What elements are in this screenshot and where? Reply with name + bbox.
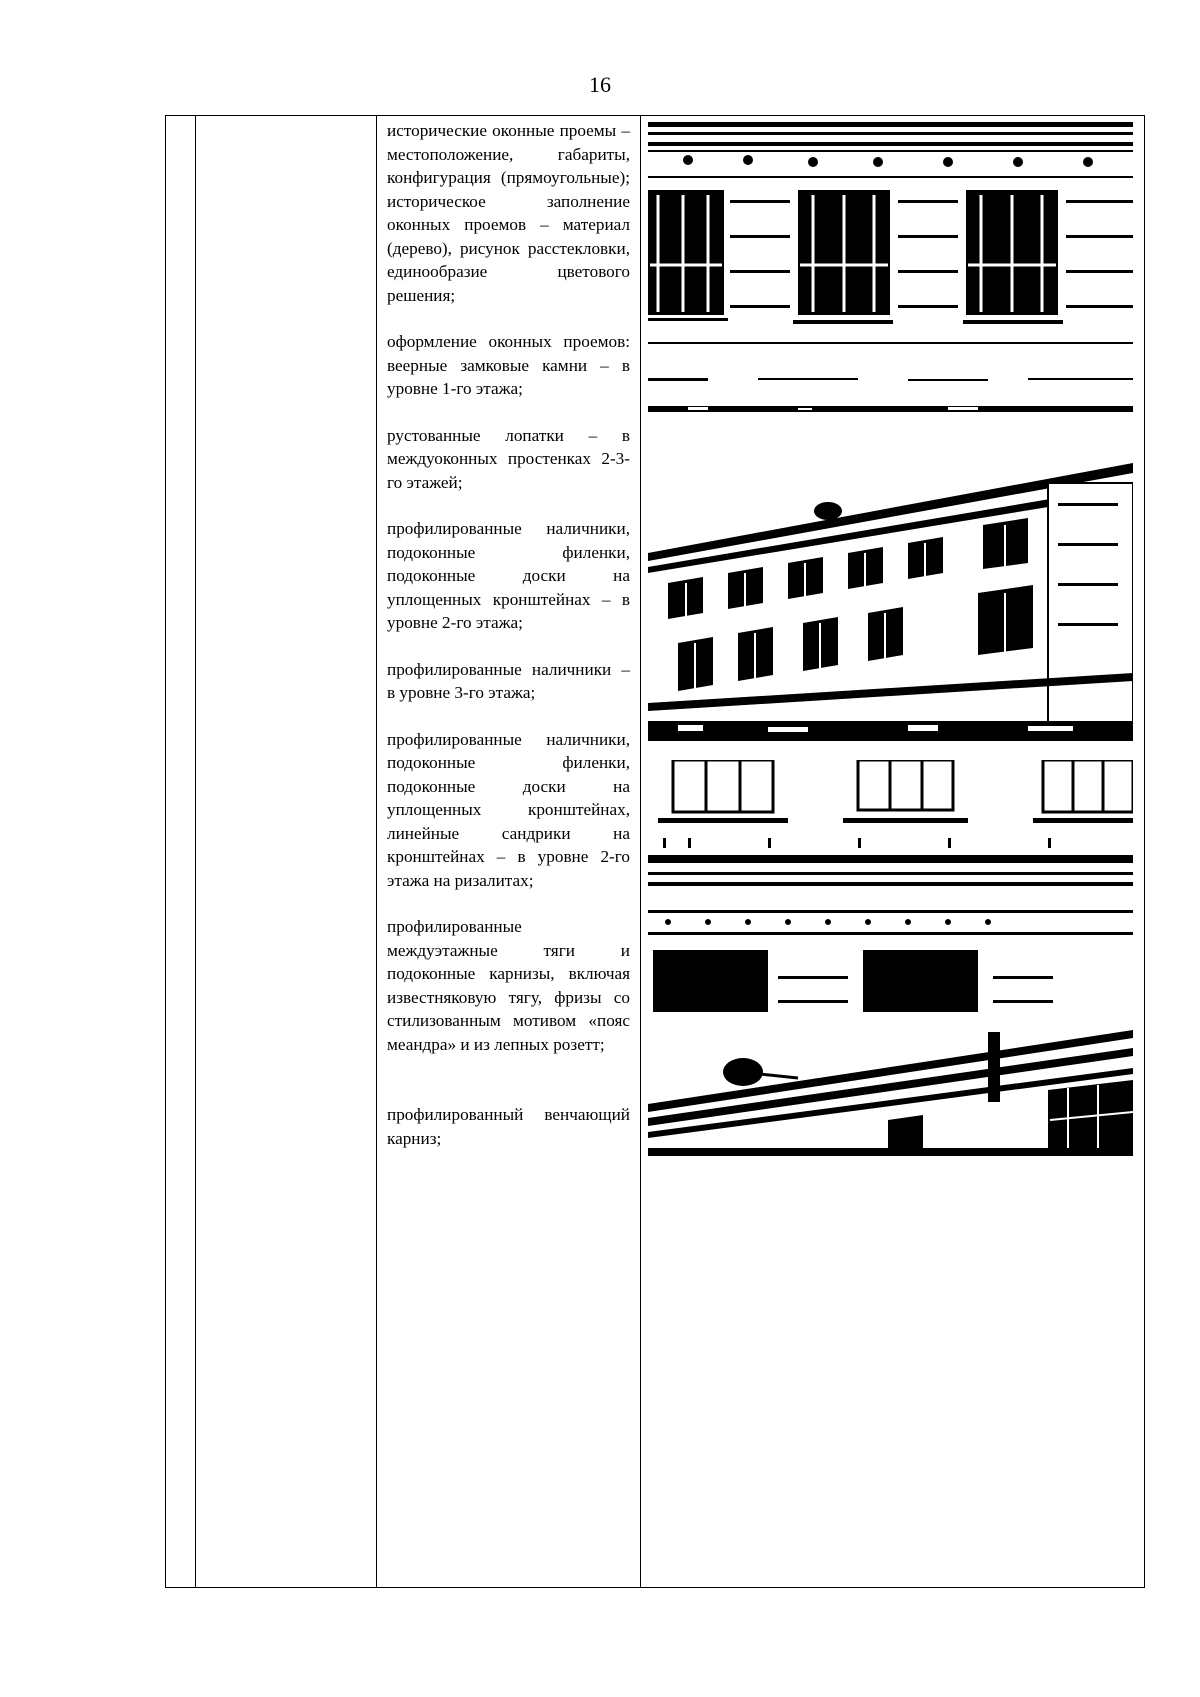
facade-photo-perspective bbox=[648, 463, 1133, 741]
facade-photo-cornice bbox=[648, 1030, 1133, 1156]
column-divider-3 bbox=[640, 116, 641, 1587]
description-keystones: оформление оконных проемов: веерные замковые камни – в уровне 1-го этажа; bbox=[387, 332, 630, 398]
description-rusticated-pilasters: рустованные лопатки – в междуоконных простенках 2-3-го этажей; bbox=[387, 425, 630, 492]
description-window-openings: исторические оконные проемы – местоположение, габариты, конфигурация (прямоугольные); историческое заполнение оконных проемов – материал (дерево), рисунок расстекловки, единообразие цветового решения; bbox=[387, 121, 630, 305]
description-second-floor-trims: профилированные наличники, подоконные филенки, подоконные доски на уплощенных кронштейнах – в уровне 2-го этажа; bbox=[387, 519, 630, 632]
description-risalit-trims: профилированные наличники, подоконные филенки, подоконные доски на уплощенных кронштейнах, линейные сандрики на кронштейнах – в уровне 2-го этажа на ризалитах; bbox=[387, 729, 630, 890]
page-number: 16 bbox=[589, 72, 611, 97]
facade-photo-upper-floors bbox=[648, 760, 1133, 1012]
description-crowning-cornice: профилированный венчающий карниз; bbox=[387, 1105, 630, 1148]
description-third-floor-trims: профилированные наличники – в уровне 3-го этажа; bbox=[387, 659, 630, 702]
column-divider-1 bbox=[195, 116, 196, 1587]
description-cornices-friezes: профилированные междуэтажные тяги и подоконные карнизы, включая известняковую тягу, фризы со стилизованным мотивом «пояс меандра» и из лепных розетт; bbox=[387, 917, 630, 1054]
facade-photo-ground-floor-windows bbox=[648, 120, 1133, 420]
description-column bbox=[387, 119, 630, 1150]
column-divider-2 bbox=[376, 116, 377, 1587]
